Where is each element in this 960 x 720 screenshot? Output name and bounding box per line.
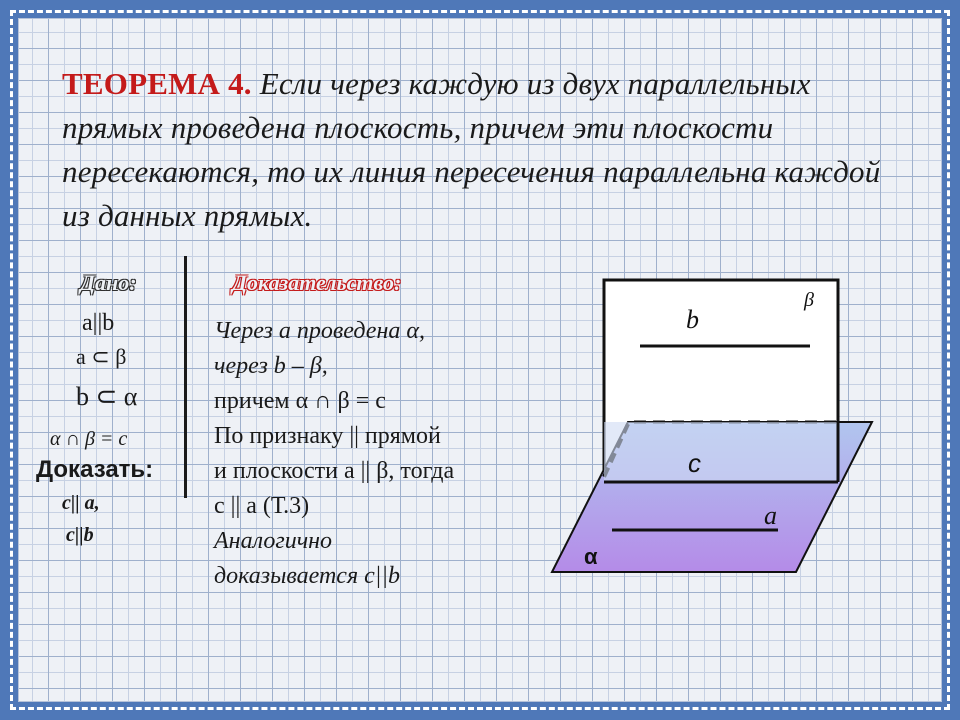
proof-line: через b – β, [214, 353, 328, 379]
theorem-label: ТЕОРЕМА 4. [62, 66, 252, 101]
proof-line: доказывается c||b [214, 563, 400, 589]
prove-heading: Доказать: [36, 456, 154, 483]
proof-line: Аналогично [214, 528, 333, 554]
planes-diagram [548, 272, 878, 582]
proof-line: По признаку || прямой [214, 423, 441, 449]
given-line: a ⊂ β [76, 344, 127, 369]
proof-line: причем α ∩ β = c [214, 388, 386, 414]
plane-beta-lower [604, 422, 838, 482]
theorem-statement [62, 62, 912, 238]
given-heading: Дано: [80, 270, 137, 295]
proof-body [214, 314, 554, 594]
given-line: b ⊂ α [76, 382, 138, 411]
label-b: b [686, 305, 699, 334]
prove-line: c|| a, [62, 492, 100, 514]
proof-line: c || a (Т.3) [214, 493, 310, 519]
given-line: α ∩ β = c [50, 428, 128, 450]
label-a: a [764, 501, 777, 530]
theorem-text: Если через каждую из двух параллельных прямых проведена плоскость, причем эти плоскости пересекаются, то их линия пересечения параллельна каждой из данных прямых. [62, 66, 881, 233]
label-alpha: α [584, 544, 598, 569]
proof-line: и плоскости a || β, тогда [214, 458, 455, 484]
prove-line: c||b [66, 524, 94, 546]
proof-heading: Доказательство: [232, 270, 402, 295]
vertical-divider [184, 256, 187, 498]
given-line: a||b [82, 310, 115, 336]
label-c: c [688, 448, 701, 478]
proof-line: Через а проведена α, [214, 318, 425, 344]
label-beta: β [804, 289, 814, 311]
